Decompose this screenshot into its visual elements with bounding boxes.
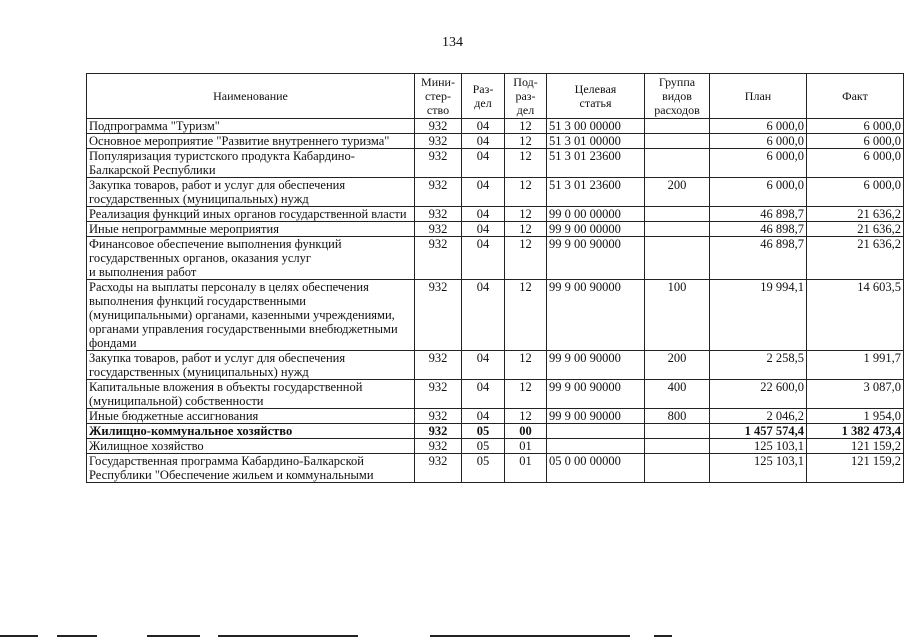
row-target-article-cell: 51 3 01 00000	[547, 134, 645, 149]
header-subsection: Под- раз- дел	[505, 74, 547, 119]
row-subsection-cell: 12	[505, 119, 547, 134]
table-row	[87, 237, 904, 280]
row-section-cell: 04	[462, 409, 505, 424]
row-expense-group-cell	[645, 207, 710, 222]
row-name-cell: Популяризация туристского продукта Кабардино-Балкарской Республики	[87, 149, 415, 178]
row-name-cell: Капитальные вложения в объекты государственной (муниципальной) собственности	[87, 380, 415, 409]
header-expense-group: Группа видов расходов	[645, 74, 710, 119]
row-section-cell: 04	[462, 351, 505, 380]
row-fact-cell: 6 000,0	[807, 178, 904, 207]
row-fact-cell: 21 636,2	[807, 222, 904, 237]
row-name-cell: Основное мероприятие "Развитие внутреннего туризма"	[87, 134, 415, 149]
row-expense-group-cell	[645, 439, 710, 454]
row-section-cell: 04	[462, 380, 505, 409]
header-section: Раз- дел	[462, 74, 505, 119]
row-name-cell: Реализация функций иных органов государственной власти	[87, 207, 415, 222]
row-expense-group-cell: 200	[645, 351, 710, 380]
row-fact-cell: 1 991,7	[807, 351, 904, 380]
row-section-cell: 04	[462, 280, 505, 351]
row-expense-group-cell	[645, 149, 710, 178]
row-section-cell: 04	[462, 222, 505, 237]
row-target-article-cell: 51 3 01 23600	[547, 178, 645, 207]
row-name-cell: Иные бюджетные ассигнования	[87, 409, 415, 424]
row-target-article-cell	[547, 424, 645, 439]
table-row	[87, 119, 904, 134]
row-plan-cell: 6 000,0	[710, 119, 807, 134]
row-ministry-cell: 932	[415, 207, 462, 222]
row-ministry-cell: 932	[415, 439, 462, 454]
row-ministry-cell: 932	[415, 424, 462, 439]
row-expense-group-cell: 800	[645, 409, 710, 424]
row-ministry-cell: 932	[415, 134, 462, 149]
row-expense-group-cell	[645, 237, 710, 280]
table-body	[87, 119, 904, 483]
row-ministry-cell: 932	[415, 237, 462, 280]
row-expense-group-cell	[645, 119, 710, 134]
row-section-cell: 05	[462, 454, 505, 483]
row-fact-cell: 1 382 473,4	[807, 424, 904, 439]
row-subsection-cell: 12	[505, 134, 547, 149]
table-header-row	[87, 74, 904, 119]
row-plan-cell: 125 103,1	[710, 454, 807, 483]
row-name-cell: Закупка товаров, работ и услуг для обеспечения государственных (муниципальных) нужд	[87, 178, 415, 207]
row-section-cell: 05	[462, 424, 505, 439]
row-target-article-cell: 99 9 00 90000	[547, 237, 645, 280]
row-target-article-cell: 51 3 01 23600	[547, 149, 645, 178]
row-section-cell: 04	[462, 119, 505, 134]
header-name: Наименование	[87, 74, 415, 119]
row-section-cell: 04	[462, 149, 505, 178]
header-target-article: Целевая статья	[547, 74, 645, 119]
row-subsection-cell: 01	[505, 439, 547, 454]
row-subsection-cell: 12	[505, 237, 547, 280]
row-plan-cell: 6 000,0	[710, 149, 807, 178]
table-row	[87, 178, 904, 207]
row-section-cell: 04	[462, 207, 505, 222]
row-ministry-cell: 932	[415, 178, 462, 207]
row-plan-cell: 2 258,5	[710, 351, 807, 380]
row-name-cell: Подпрограмма "Туризм"	[87, 119, 415, 134]
table-row	[87, 409, 904, 424]
row-section-cell: 04	[462, 178, 505, 207]
header-fact: Факт	[807, 74, 904, 119]
row-subsection-cell: 12	[505, 280, 547, 351]
row-ministry-cell: 932	[415, 280, 462, 351]
row-plan-cell: 125 103,1	[710, 439, 807, 454]
row-ministry-cell: 932	[415, 351, 462, 380]
row-target-article-cell: 99 9 00 90000	[547, 409, 645, 424]
row-subsection-cell: 12	[505, 409, 547, 424]
row-name-cell: Жилищно-коммунальное хозяйство	[87, 424, 415, 439]
row-target-article-cell: 99 9 00 90000	[547, 280, 645, 351]
row-subsection-cell: 12	[505, 149, 547, 178]
row-subsection-cell: 12	[505, 207, 547, 222]
row-plan-cell: 22 600,0	[710, 380, 807, 409]
table-row	[87, 134, 904, 149]
row-name-cell: Жилищное хозяйство	[87, 439, 415, 454]
row-plan-cell: 19 994,1	[710, 280, 807, 351]
row-fact-cell: 1 954,0	[807, 409, 904, 424]
row-name-cell: Иные непрограммные мероприятия	[87, 222, 415, 237]
row-ministry-cell: 932	[415, 454, 462, 483]
row-fact-cell: 21 636,2	[807, 207, 904, 222]
row-plan-cell: 6 000,0	[710, 134, 807, 149]
row-subsection-cell: 00	[505, 424, 547, 439]
row-ministry-cell: 932	[415, 222, 462, 237]
row-section-cell: 04	[462, 237, 505, 280]
row-name-cell: Расходы на выплаты персоналу в целях обеспечения выполнения функций государственными (муниципальными) органами, казенными учреждениями, органами управления государственными внебюджетными фондами	[87, 280, 415, 351]
expenditure-table	[86, 73, 904, 483]
row-fact-cell: 14 603,5	[807, 280, 904, 351]
row-expense-group-cell: 100	[645, 280, 710, 351]
row-plan-cell: 46 898,7	[710, 222, 807, 237]
row-subsection-cell: 01	[505, 454, 547, 483]
row-plan-cell: 2 046,2	[710, 409, 807, 424]
row-expense-group-cell	[645, 134, 710, 149]
row-expense-group-cell: 400	[645, 380, 710, 409]
row-plan-cell: 6 000,0	[710, 178, 807, 207]
row-fact-cell: 3 087,0	[807, 380, 904, 409]
row-expense-group-cell	[645, 222, 710, 237]
row-section-cell: 05	[462, 439, 505, 454]
table-row	[87, 222, 904, 237]
row-plan-cell: 46 898,7	[710, 207, 807, 222]
row-fact-cell: 121 159,2	[807, 439, 904, 454]
row-subsection-cell: 12	[505, 178, 547, 207]
row-subsection-cell: 12	[505, 222, 547, 237]
row-target-article-cell: 99 9 00 90000	[547, 380, 645, 409]
row-name-cell: Государственная программа Кабардино-Балкарской Республики "Обеспечение жильем и коммунальными	[87, 454, 415, 483]
row-ministry-cell: 932	[415, 119, 462, 134]
row-expense-group-cell	[645, 454, 710, 483]
row-fact-cell: 121 159,2	[807, 454, 904, 483]
row-expense-group-cell: 200	[645, 178, 710, 207]
row-target-article-cell	[547, 439, 645, 454]
row-fact-cell: 21 636,2	[807, 237, 904, 280]
table-row	[87, 351, 904, 380]
row-plan-cell: 46 898,7	[710, 237, 807, 280]
row-target-article-cell: 99 0 00 00000	[547, 207, 645, 222]
header-plan: План	[710, 74, 807, 119]
table-row	[87, 149, 904, 178]
row-ministry-cell: 932	[415, 149, 462, 178]
header-ministry: Мини- стер- ство	[415, 74, 462, 119]
row-subsection-cell: 12	[505, 380, 547, 409]
table-row	[87, 280, 904, 351]
table-row	[87, 439, 904, 454]
row-expense-group-cell	[645, 424, 710, 439]
row-subsection-cell: 12	[505, 351, 547, 380]
row-fact-cell: 6 000,0	[807, 149, 904, 178]
row-ministry-cell: 932	[415, 380, 462, 409]
row-ministry-cell: 932	[415, 409, 462, 424]
row-name-cell: Закупка товаров, работ и услуг для обеспечения государственных (муниципальных) нужд	[87, 351, 415, 380]
row-plan-cell: 1 457 574,4	[710, 424, 807, 439]
table-row	[87, 424, 904, 439]
table-row	[87, 207, 904, 222]
page-bottom-edge-marks	[0, 632, 905, 640]
row-name-cell: Финансовое обеспечение выполнения функций государственных органов, оказания услуг и выполнения работ	[87, 237, 415, 280]
row-section-cell: 04	[462, 134, 505, 149]
row-fact-cell: 6 000,0	[807, 119, 904, 134]
row-target-article-cell: 99 9 00 90000	[547, 351, 645, 380]
row-target-article-cell: 05 0 00 00000	[547, 454, 645, 483]
table-row	[87, 454, 904, 483]
row-target-article-cell: 51 3 00 00000	[547, 119, 645, 134]
page-number: 134	[442, 35, 463, 50]
row-fact-cell: 6 000,0	[807, 134, 904, 149]
table-row	[87, 380, 904, 409]
row-target-article-cell: 99 9 00 00000	[547, 222, 645, 237]
